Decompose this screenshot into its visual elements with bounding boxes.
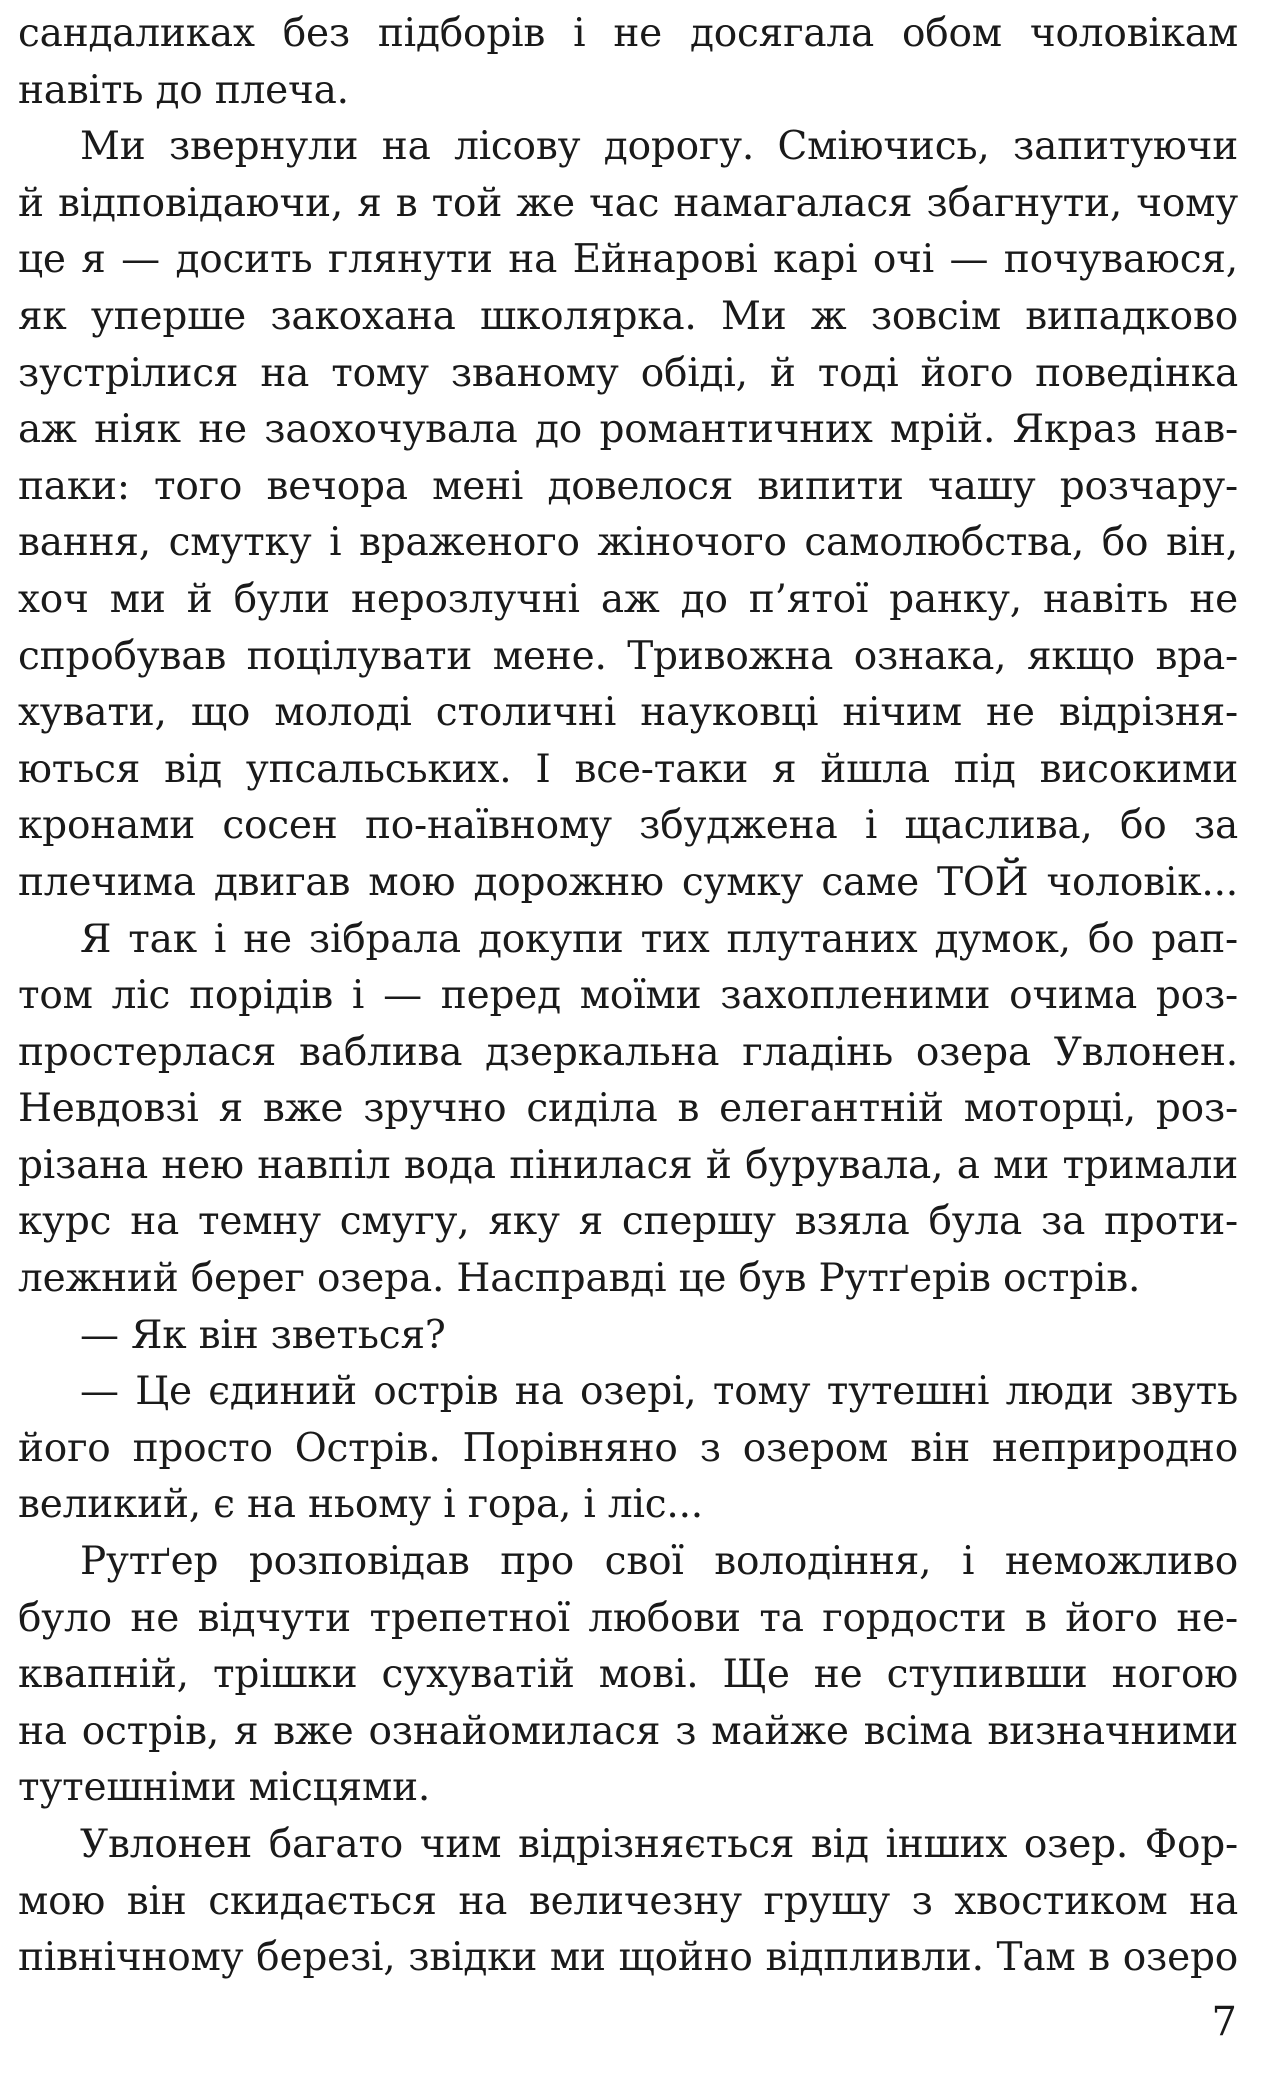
text-line: його просто Острів. Порівняно з озером він неприродно bbox=[18, 1425, 1238, 1471]
text-line: Невдовзі я вже зручно сиділа в елегантній моторці, роз- bbox=[18, 1086, 1238, 1132]
text-line: аж ніяк не заохочувала до романтичних мрій. Якраз нав- bbox=[18, 407, 1238, 453]
text-line: ються від упсальських. І все-таки я йшла під високими bbox=[18, 746, 1238, 792]
text-line: на острів, я вже ознайомилася з майже всіма визначними bbox=[18, 1708, 1238, 1754]
text-line: це я — досить глянути на Ейнарові карі очі — почуваюся, bbox=[18, 237, 1238, 283]
text-line: тутешніми місцями. bbox=[18, 1765, 431, 1811]
text-line: вання, смутку і враженого жіночого самолюбства, бо він, bbox=[18, 520, 1238, 566]
text-line: лежний берег озера. Насправді це був Рутґерів острів. bbox=[18, 1256, 1141, 1302]
text-line: хувати, що молоді столичні науковці нічим не відрізня- bbox=[18, 690, 1238, 736]
text-line: паки: того вечора мені довелося випити чашу розчару- bbox=[18, 463, 1238, 509]
text-line: навіть до плеча. bbox=[18, 67, 349, 113]
text-line: Я так і не зібрала докупи тих плутаних думок, бо рап- bbox=[80, 916, 1238, 962]
text-line: Рутґер розповідав про свої володіння, і неможливо bbox=[80, 1539, 1238, 1585]
text-line: як уперше закохана школярка. Ми ж зовсім випадково bbox=[18, 293, 1238, 339]
text-line: й відповідаючи, я в той же час намагалася збагнути, чому bbox=[18, 180, 1238, 226]
body-text bbox=[18, 6, 1238, 1987]
text-line: зустрілися на тому званому обіді, й тоді його поведінка bbox=[18, 350, 1238, 396]
text-line: Увлонен багато чим відрізняється від інших озер. Фор- bbox=[80, 1822, 1238, 1867]
text-line: спробував поцілувати мене. Тривожна ознака, якщо вра- bbox=[18, 633, 1238, 679]
text-line: північному березі, звідки ми щойно відпливли. Там в озеро bbox=[18, 1935, 1238, 1981]
text-line: було не відчути трепетної любови та гордости в його не- bbox=[18, 1595, 1238, 1641]
text-line: — Як він зветься? bbox=[80, 1312, 446, 1358]
text-line: різана нею навпіл вода пінилася й бурувала, а ми тримали bbox=[18, 1142, 1238, 1188]
text-line: великий, є на ньому і гора, і ліс... bbox=[18, 1482, 703, 1528]
book-page bbox=[18, 6, 1238, 1987]
text-line: плечима двигав мою дорожню сумку саме ТОЙ чоловік... bbox=[18, 859, 1238, 905]
text-line: — Це єдиний острів на озері, тому тутешні люди звуть bbox=[80, 1369, 1238, 1415]
text-line: хоч ми й були нерозлучні аж до п’ятої ранку, навіть не bbox=[18, 576, 1238, 622]
page-number: 7 bbox=[1211, 1999, 1237, 2045]
text-line: простерлася ваблива дзеркальна гладінь озера Увлонен. bbox=[18, 1029, 1238, 1075]
text-line: кронами сосен по-наївному збуджена і щаслива, бо за bbox=[18, 803, 1238, 849]
text-line: том ліс порідів і — перед моїми захопленими очима роз- bbox=[18, 973, 1238, 1019]
text-line: курс на темну смугу, яку я спершу взяла була за проти- bbox=[18, 1199, 1238, 1245]
text-line: сандаликах без підборів і не досягала обом чоловікам bbox=[18, 11, 1238, 56]
text-line: квапній, трішки сухуватій мові. Ще не ступивши ногою bbox=[18, 1652, 1238, 1698]
text-line: мою він скидається на величезну грушу з хвостиком на bbox=[18, 1878, 1238, 1924]
text-line: Ми звернули на лісову дорогу. Сміючись, запитуючи bbox=[80, 124, 1238, 170]
